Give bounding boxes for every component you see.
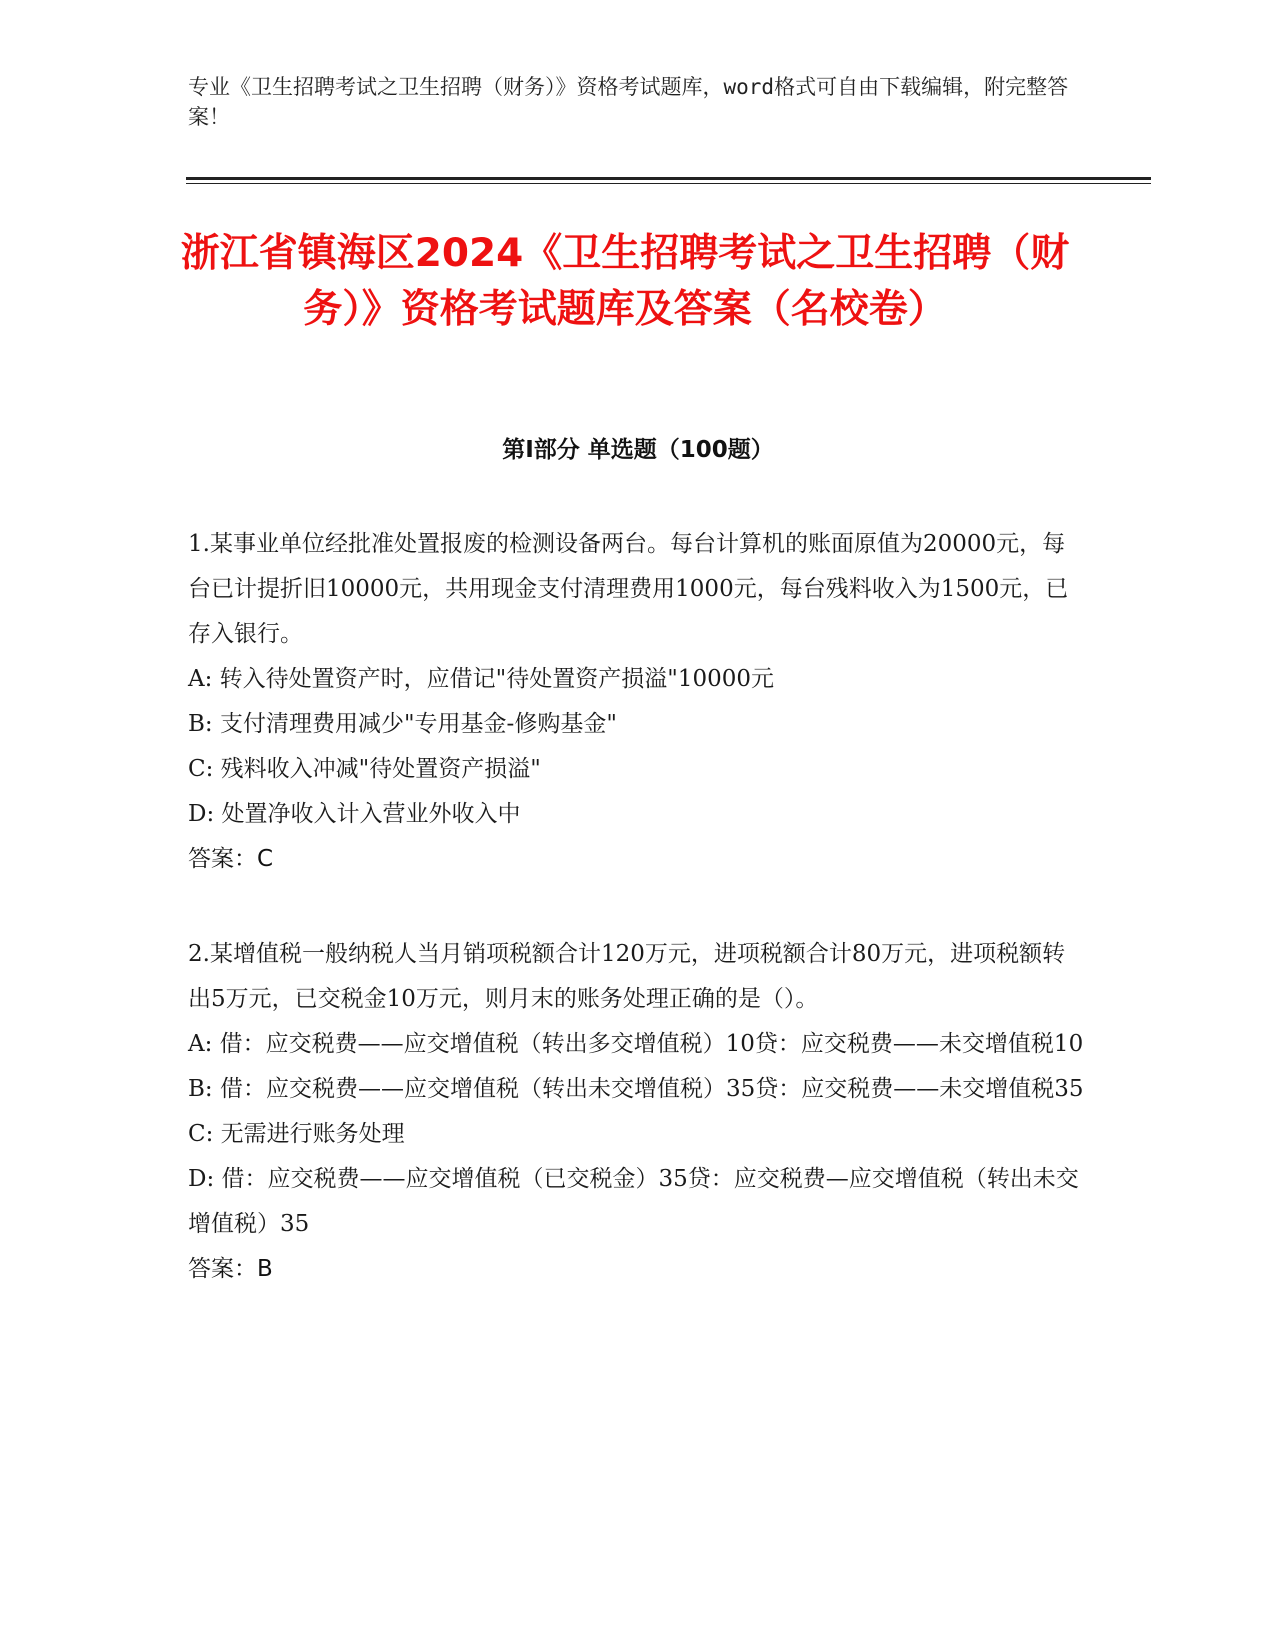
document-title: 浙江省镇海区2024《卫生招聘考试之卫生招聘（财务）》资格考试题库及答案（名校卷） — [180, 231, 1070, 332]
option-a: A: 转入待处置资产时，应借记"待处置资产损溢"10000元 — [188, 666, 774, 692]
answer: 答案：C — [188, 846, 274, 872]
option-d: D: 借：应交税费——应交增值税（已交税金）35贷：应交税费—应交增值税（转出未交增值税）35 — [188, 1166, 1079, 1237]
question-stem: 1.某事业单位经批准处置报废的检测设备两台。每台计算机的账面原值为20000元，每台已计提折旧10000元，共用现金支付清理费用1000元，每台残料收入为1500元，已存入银行。 — [188, 531, 1069, 647]
option-d: D: 处置净收入计入营业外收入中 — [188, 801, 521, 827]
option-c: C: 无需进行账务处理 — [188, 1121, 405, 1147]
header-divider-thin — [186, 183, 1151, 184]
question-2 — [188, 932, 1088, 1292]
question-stem: 2.某增值税一般纳税人当月销项税额合计120万元，进项税额合计80万元，进项税额转出5万元，已交税金10万元，则月末的账务处理正确的是（）。 — [188, 941, 1066, 1012]
question-1 — [188, 522, 1088, 882]
header-divider-thick — [186, 177, 1151, 180]
answer: 答案：B — [188, 1256, 273, 1282]
option-a: A: 借：应交税费——应交增值税（转出多交增值税）10贷：应交税费——未交增值税10 — [188, 1031, 1084, 1057]
option-b: B: 支付清理费用减少"专用基金-修购基金" — [188, 711, 617, 737]
option-c: C: 残料收入冲减"待处置资产损溢" — [188, 756, 541, 782]
header-note: 专业《卫生招聘考试之卫生招聘（财务）》资格考试题库，word格式可自由下载编辑，附完整答案！ — [188, 75, 1069, 129]
option-b: B: 借：应交税费——应交增值税（转出未交增值税）35贷：应交税费——未交增值税35 — [188, 1076, 1084, 1102]
section-title: 第I部分 单选题（100题） — [502, 437, 774, 463]
